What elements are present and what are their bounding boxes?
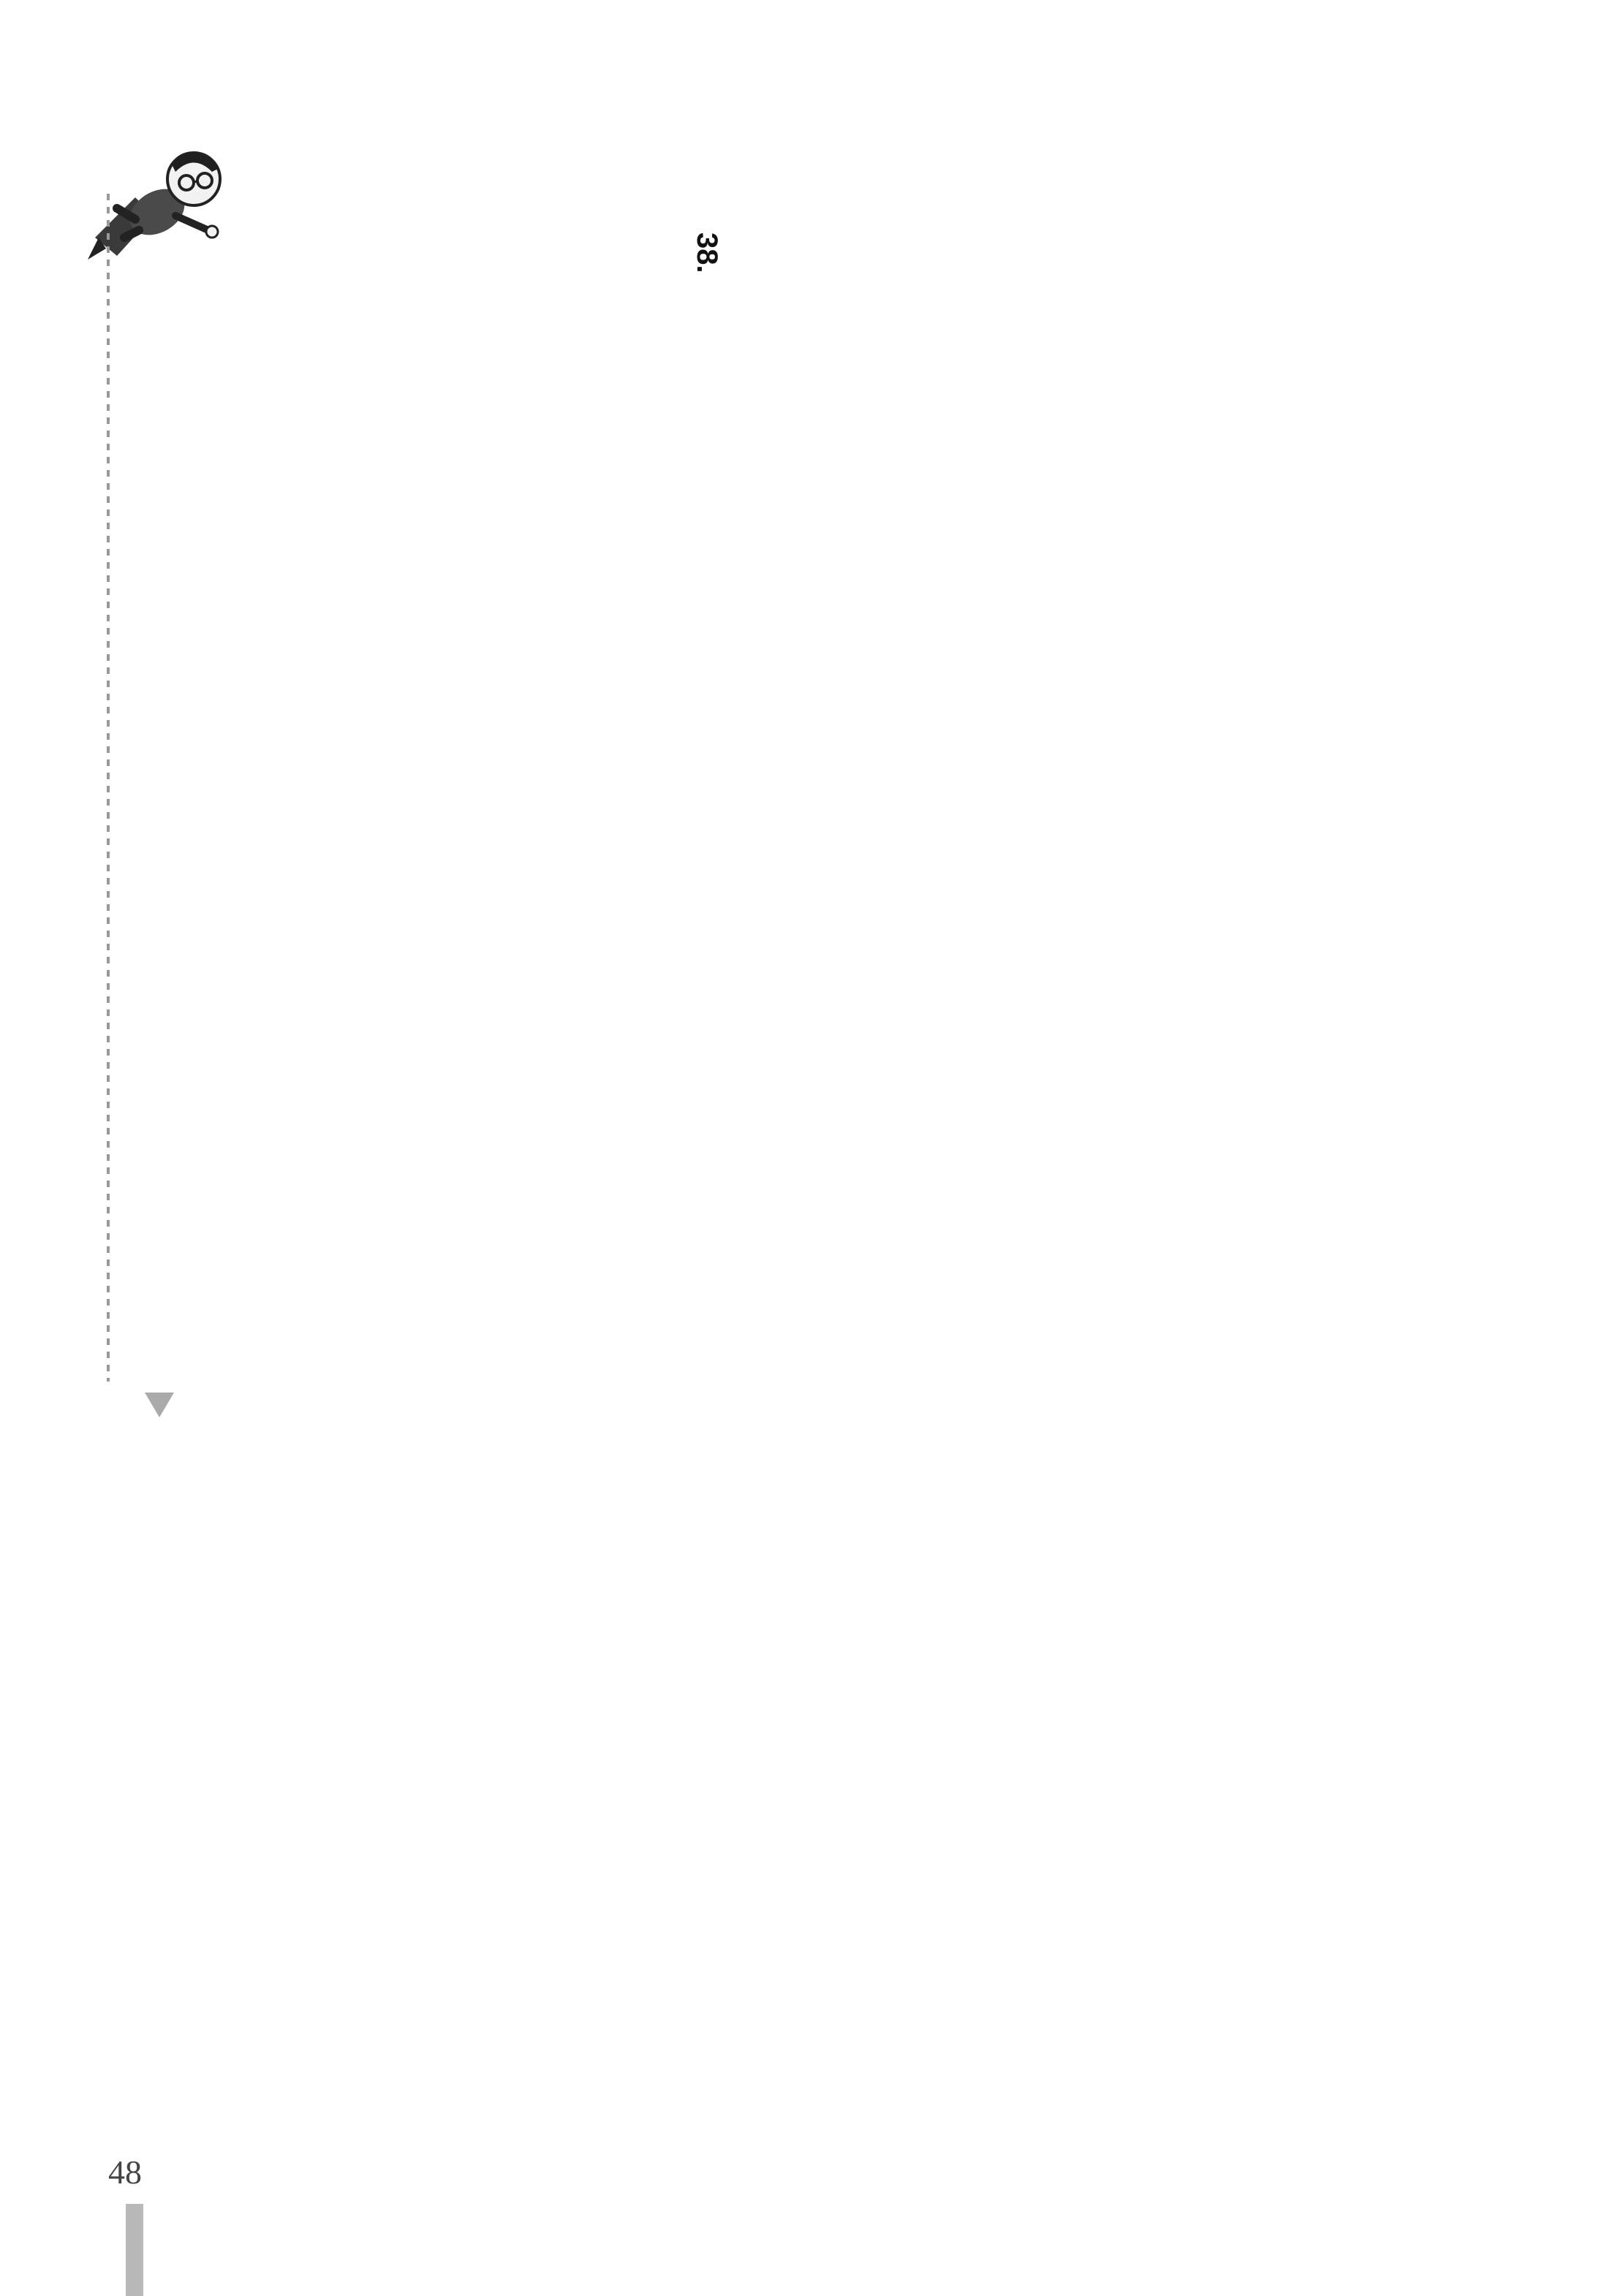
header-arrow-icon	[145, 1393, 174, 1417]
header-dashed-rule	[107, 194, 110, 1382]
page-edge-tab	[126, 2204, 143, 2296]
question-number: 38.	[691, 232, 723, 273]
page-number: 48	[108, 2153, 142, 2191]
superhero-boy-illustration	[66, 128, 227, 274]
